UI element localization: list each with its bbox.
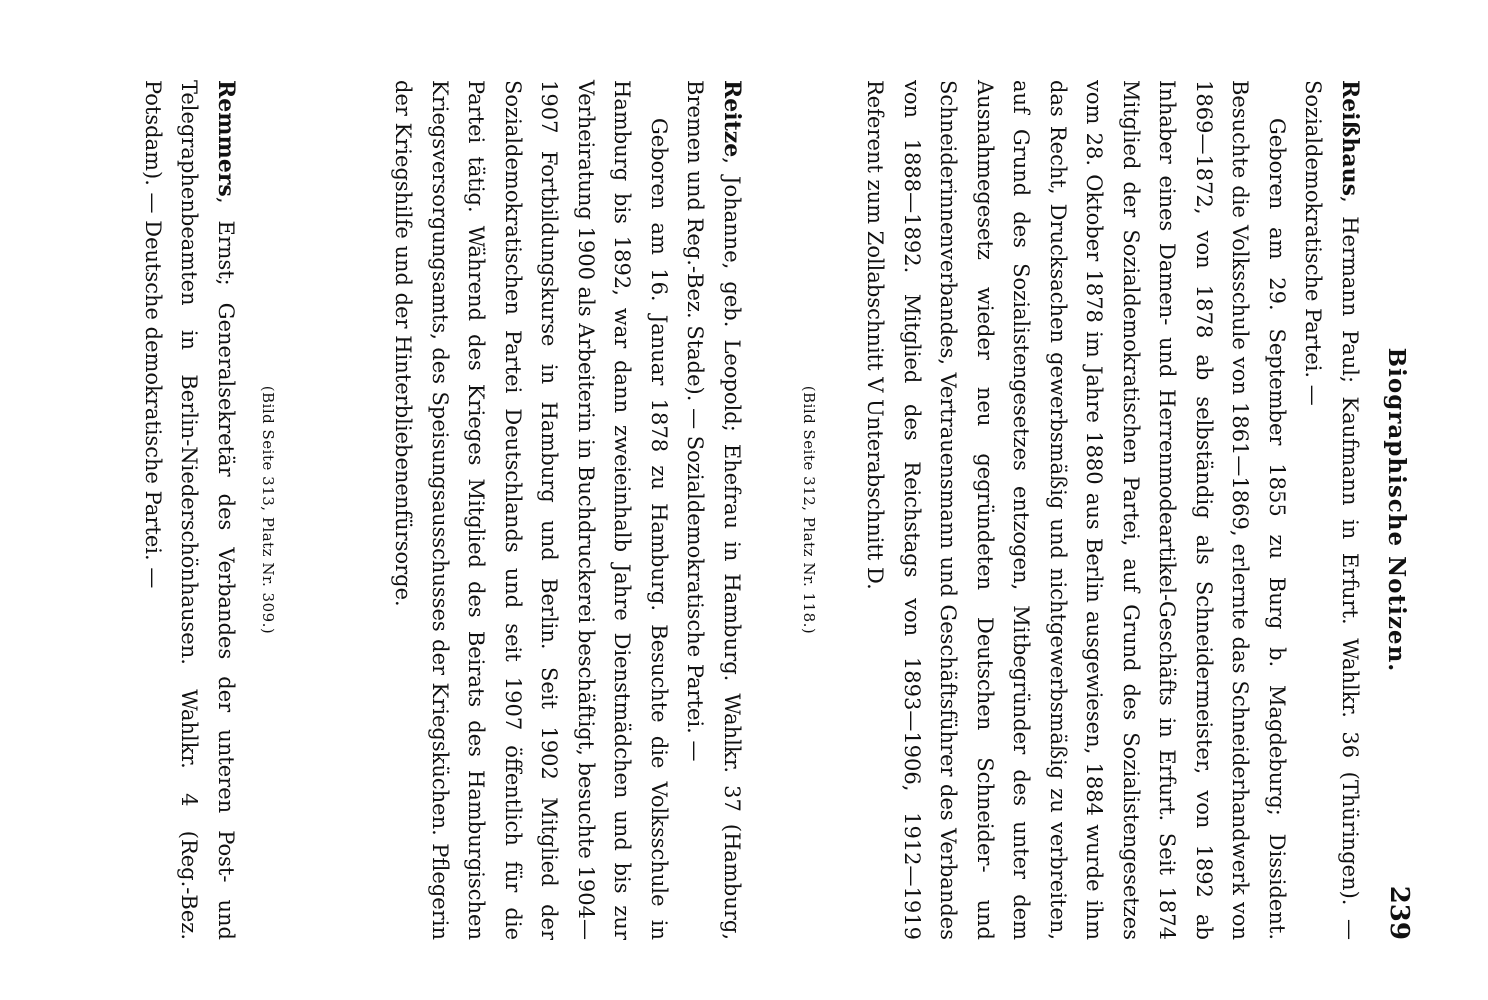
entry-heading xyxy=(677,80,750,940)
entry-name: Remmers xyxy=(213,80,239,197)
page-title: Biographische Notizen. xyxy=(1383,347,1410,673)
page-number: 239 xyxy=(1384,885,1414,940)
entry-heading xyxy=(1295,80,1368,940)
image-reference-caption: (Bild Seite 312, Platz Nr. 118.) xyxy=(800,385,818,635)
entry-intro: , Johanne, geb. Leopold; Ehefrau in Hamburg. Wahlkr. 37 (Hamburg, Bremen und Reg.-Bez. Stade). — Sozialdemokratische Partei. — xyxy=(683,80,744,940)
document-page xyxy=(10,30,1430,970)
biography-entry-remmers xyxy=(135,80,245,940)
biography-entry-reisshaus xyxy=(857,80,1368,940)
entry-body: Geboren am 29. September 1855 zu Burg b. Magdeburg; Dissident. Besuchte die Volksschule von 1861—1869, erlernte das Schneiderhandwerk von 1869—1872, von 1878 ab selbständig als Schneidermeister, von 1892 ab Inhaber eines Damen- und Herrenmodeartikel-Geschäfts in Erfurt. Seit 1874 Mitglied der Sozialdemokratischen Partei, auf Grund des Sozialistengesetzes vom 28. Oktober 1878 im Jahre 1880 aus Berlin ausgewiesen, 1884 wurde ihm das Recht, Drucksachen gewerbsmäßig und nichtgewerbsmäßig zu verbreiten, auf Grund des Sozialistengesetzes entzogen, Mitbegründer des unter dem Ausnahmegesetz wieder neu gegründeten Deutschen Schneider- und Schneiderinnenverbandes, Vertrauensmann und Geschäftsführer des Verbandes von 1888—1892. Mitglied des Reichstags von 1893—1906, 1912—1919 Referent zum Zollabschnitt V Unterabschnitt D. xyxy=(863,80,1289,940)
biography-entry-reitze xyxy=(385,80,750,940)
entry-name: Reitze xyxy=(719,80,745,158)
funding-sidenote xyxy=(1468,8,1486,408)
entry-intro: , Hermann Paul; Kaufmann in Erfurt. Wahlkr. 36 (Thüringen). — Sozialdemokratische Partei. — xyxy=(1301,80,1362,940)
image-reference-caption: (Bild Seite 313, Platz Nr. 309.) xyxy=(259,385,277,635)
entry-intro: , Ernst; Generalsekretär des Verbandes der unteren Post- und Telegraphenbeamten in Berlin-Niederschönhausen. Wahlkr. 4 (Reg.-Bez. Potsdam). — Deutsche demokratische Partei. — xyxy=(141,80,238,940)
entry-name: Reißhaus xyxy=(1337,80,1363,196)
page-header xyxy=(1370,80,1414,940)
entry-body: Geboren am 16. Januar 1878 zu Hamburg. Besuchte die Volksschule in Hamburg bis 1892, war dann zweieinhalb Jahre Dienstmädchen und bis zur Verheiratung 1900 als Arbeiterin in Buchdruckerei beschäftigt, besuchte 1904—1907 Fortbildungskurse in Hamburg und Berlin. Seit 1902 Mitglied der Sozialdemokratischen Partei Deutschlands und seit 1907 öffentlich für die Partei tätig. Während des Krieges Mitglied des Beirats des Hamburgischen Kriegsversorgungsamts, des Speisungsausschusses der Kriegsküchen. Pflegerin der Kriegshilfe und der Hinterbliebenenfürsorge. xyxy=(391,80,671,940)
entry-heading xyxy=(135,80,245,940)
